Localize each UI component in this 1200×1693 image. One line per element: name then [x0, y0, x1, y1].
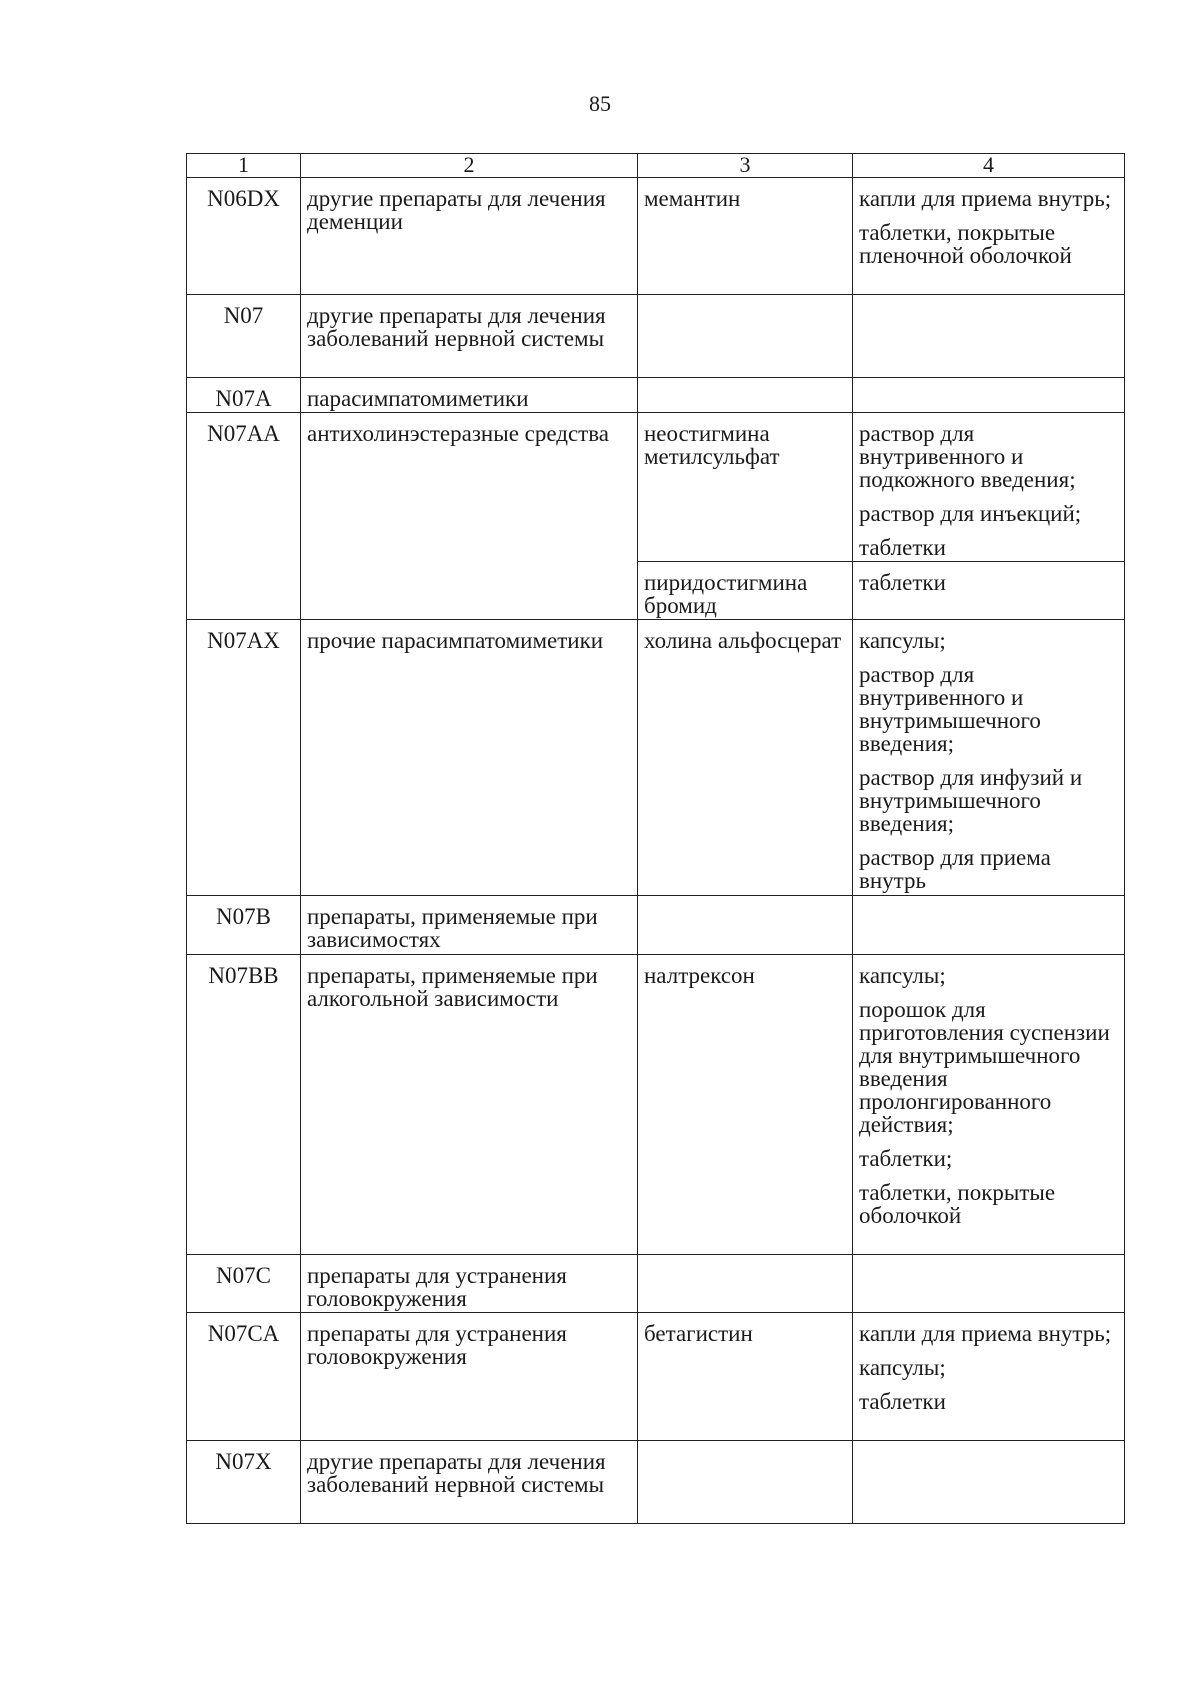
atc-code: N07AA [187, 413, 301, 620]
column-header: 1 [187, 154, 301, 178]
dosage-form: капли для приема внутрь; [859, 1321, 1112, 1346]
table-row [187, 413, 1125, 562]
active-substance [638, 378, 853, 413]
table-row [187, 378, 1125, 413]
dosage-form: раствор для инфузий и внутримышечного введения; [859, 765, 1083, 836]
dosage-form: капли для приема внутрь; [859, 186, 1112, 211]
active-substance: неостигмина метилсульфат [638, 413, 853, 562]
atc-group-name: препараты, применяемые при зависимостях [301, 896, 638, 955]
column-header: 2 [301, 154, 638, 178]
dosage-form: таблетки [859, 1389, 946, 1414]
table-row [187, 620, 1125, 896]
atc-code: N07C [187, 1255, 301, 1313]
dosage-forms [853, 896, 1125, 955]
dosage-forms [853, 562, 1125, 620]
atc-code: N07X [187, 1441, 301, 1524]
atc-group-name: препараты, применяемые при алкогольной зависимости [301, 955, 638, 1255]
atc-group-name: прочие парасимпатомиметики [301, 620, 638, 896]
active-substance: мемантин [638, 178, 853, 295]
dosage-form: таблетки; [859, 1146, 953, 1171]
dosage-forms [853, 378, 1125, 413]
atc-code: N07CA [187, 1313, 301, 1441]
active-substance [638, 896, 853, 955]
atc-code: N07 [187, 295, 301, 378]
dosage-form: таблетки [859, 535, 946, 560]
table-row [187, 1255, 1125, 1313]
dosage-form: капсулы; [859, 1355, 946, 1380]
dosage-forms [853, 1441, 1125, 1524]
table-header-row [187, 154, 1125, 178]
table-row [187, 178, 1125, 295]
dosage-forms [853, 620, 1125, 896]
table-row [187, 1441, 1125, 1524]
active-substance: бетагистин [638, 1313, 853, 1441]
atc-group-name: антихолинэстеразные средства [301, 413, 638, 620]
dosage-forms [853, 1313, 1125, 1441]
page-number: 85 [589, 91, 611, 116]
dosage-form: раствор для приема внутрь [859, 845, 1051, 893]
dosage-form: раствор для инъекций; [859, 501, 1082, 526]
dosage-form: таблетки, покрытые оболочкой [859, 1180, 1056, 1228]
active-substance: налтрексон [638, 955, 853, 1255]
atc-code: N07A [187, 378, 301, 413]
table-row [187, 955, 1125, 1255]
atc-group-name: препараты для устранения головокружения [301, 1255, 638, 1313]
atc-group-name: другие препараты для лечения деменции [301, 178, 638, 295]
column-header: 4 [853, 154, 1125, 178]
dosage-forms [853, 1255, 1125, 1313]
dosage-form: капсулы; [859, 628, 946, 653]
dosage-form: раствор для внутривенного и подкожного введения; [859, 421, 1076, 492]
dosage-forms [853, 178, 1125, 295]
table-row [187, 896, 1125, 955]
atc-code: N07B [187, 896, 301, 955]
atc-code: N06DX [187, 178, 301, 295]
drug-table [186, 153, 1125, 1524]
active-substance [638, 1255, 853, 1313]
dosage-form: порошок для приготовления суспензии для внутримышечного введения пролонгированного действия; [859, 997, 1110, 1137]
column-header: 3 [638, 154, 853, 178]
active-substance: пиридостигмина бромид [638, 562, 853, 620]
dosage-forms [853, 295, 1125, 378]
atc-group-name: другие препараты для лечения заболеваний нервной системы [301, 295, 638, 378]
atc-group-name: препараты для устранения головокружения [301, 1313, 638, 1441]
active-substance: холина альфосцерат [638, 620, 853, 896]
atc-group-name: парасимпатомиметики [301, 378, 638, 413]
dosage-form: капсулы; [859, 963, 946, 988]
dosage-form: раствор для внутривенного и внутримышечного введения; [859, 662, 1041, 756]
atc-code: N07BB [187, 955, 301, 1255]
table-row [187, 1313, 1125, 1441]
table-row [187, 295, 1125, 378]
active-substance [638, 295, 853, 378]
dosage-forms [853, 955, 1125, 1255]
dosage-forms [853, 413, 1125, 562]
atc-group-name: другие препараты для лечения заболеваний нервной системы [301, 1441, 638, 1524]
dosage-form: таблетки, покрытые пленочной оболочкой [859, 220, 1072, 268]
dosage-form: таблетки [859, 570, 946, 595]
active-substance [638, 1441, 853, 1524]
atc-code: N07AX [187, 620, 301, 896]
